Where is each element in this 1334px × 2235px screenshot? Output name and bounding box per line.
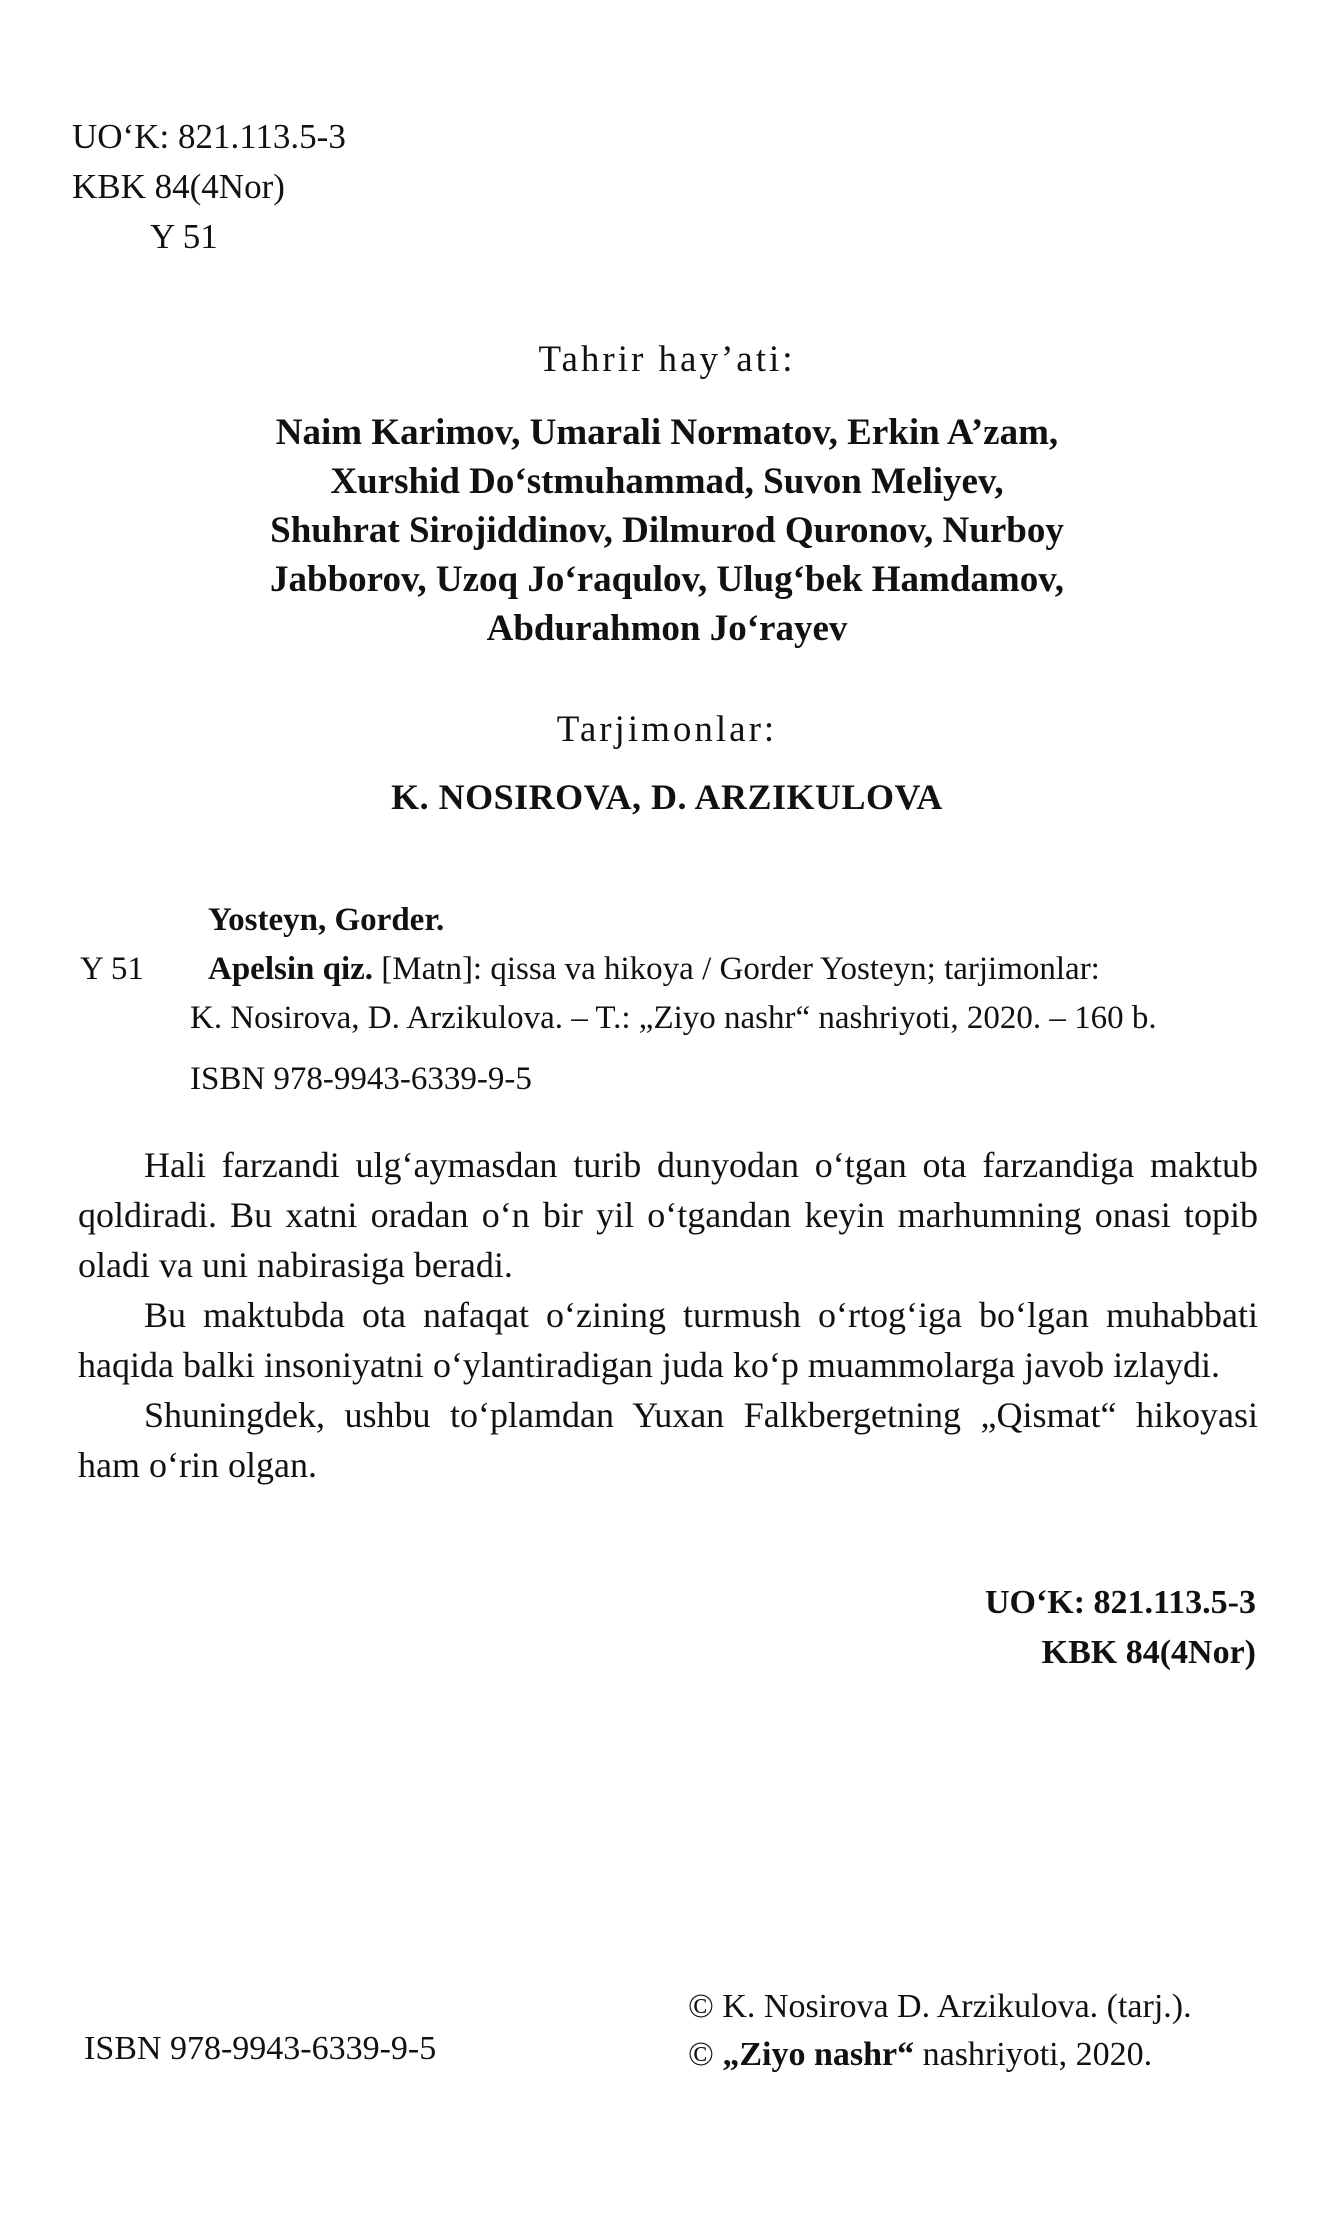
catalog-codes-top	[72, 112, 346, 262]
record-title: Apelsin qiz.	[208, 951, 374, 987]
udk-code-bottom: UO‘K: 821.113.5-3	[984, 1584, 1256, 1621]
board-line: Shuhrat Sirojiddinov, Dilmurod Quronov, Nurboy	[270, 510, 1064, 551]
catalog-codes-bottom	[985, 1578, 1256, 1678]
bbk-code-bottom: KBK 84(4Nor)	[1041, 1634, 1256, 1671]
copyright-translators: © K. Nosirova D. Arzikulova. (tarj.).	[688, 1988, 1192, 2025]
record-details: [Matn]: qissa va hikoya / Gorder Yosteyn; tarjimonlar:	[373, 951, 1100, 987]
record-author: Yosteyn, Gorder.	[208, 902, 445, 938]
copyright-block	[688, 1983, 1192, 2079]
publisher-suffix: nashriyoti, 2020.	[914, 2036, 1153, 2073]
translators-label: Tarjimonlar:	[556, 709, 778, 750]
editorial-board-label: Tahrir hay’ati:	[538, 339, 796, 380]
bibliographic-record	[80, 896, 1280, 1104]
isbn-bottom: ISBN 978-9943-6339-9-5	[84, 2030, 437, 2067]
copyright-symbol: ©	[688, 2036, 723, 2073]
board-line: Xurshid Do‘stmuhammad, Suvon Meliyev,	[330, 461, 1004, 502]
record-publication: K. Nosirova, D. Arzikulova. – T.: „Ziyo nashr“ nashriyoti, 2020. – 160 b.	[190, 1000, 1157, 1036]
udk-code: UO‘K: 821.113.5-3	[72, 117, 346, 156]
annotation-paragraph: Shuningdek, ushbu to‘plamdan Yuxan Falkbergetning „Qismat“ hikoyasi ham o‘rin olgan.	[78, 1395, 1258, 1485]
copyright-publisher	[688, 2031, 1192, 2079]
board-line: Jabborov, Uzoq Jo‘raqulov, Ulug‘bek Hamdamov,	[270, 559, 1064, 600]
bbk-code: KBK 84(4Nor)	[72, 167, 285, 206]
annotation-paragraph: Bu maktubda ota nafaqat o‘zining turmush o‘rtog‘iga bo‘lgan muhabbati haqida balki insoniyatni o‘ylantiradigan juda ko‘p muammolarga javob izlaydi.	[78, 1295, 1258, 1385]
author-mark: Y 51	[150, 217, 218, 256]
translators-names: K. NOSIROVA, D. ARZIKULOVA	[391, 777, 943, 817]
board-line: Abdurahmon Jo‘rayev	[486, 608, 848, 649]
record-code: Y 51	[80, 951, 144, 987]
board-line: Naim Karimov, Umarali Normatov, Erkin A’zam,	[275, 412, 1059, 453]
annotation-paragraph: Hali farzandi ulg‘aymasdan turib dunyodan o‘tgan ota farzandiga maktub qoldiradi. Bu xatni oradan o‘n bir yil o‘tgandan keyin marhumning onasi topib oladi va uni nabirasiga beradi.	[78, 1145, 1258, 1285]
editorial-board-names	[0, 408, 1334, 653]
annotation	[78, 1140, 1258, 1490]
record-isbn: ISBN 978-9943-6339-9-5	[190, 1061, 532, 1097]
publisher-name: „Ziyo nashr“	[722, 2036, 915, 2073]
